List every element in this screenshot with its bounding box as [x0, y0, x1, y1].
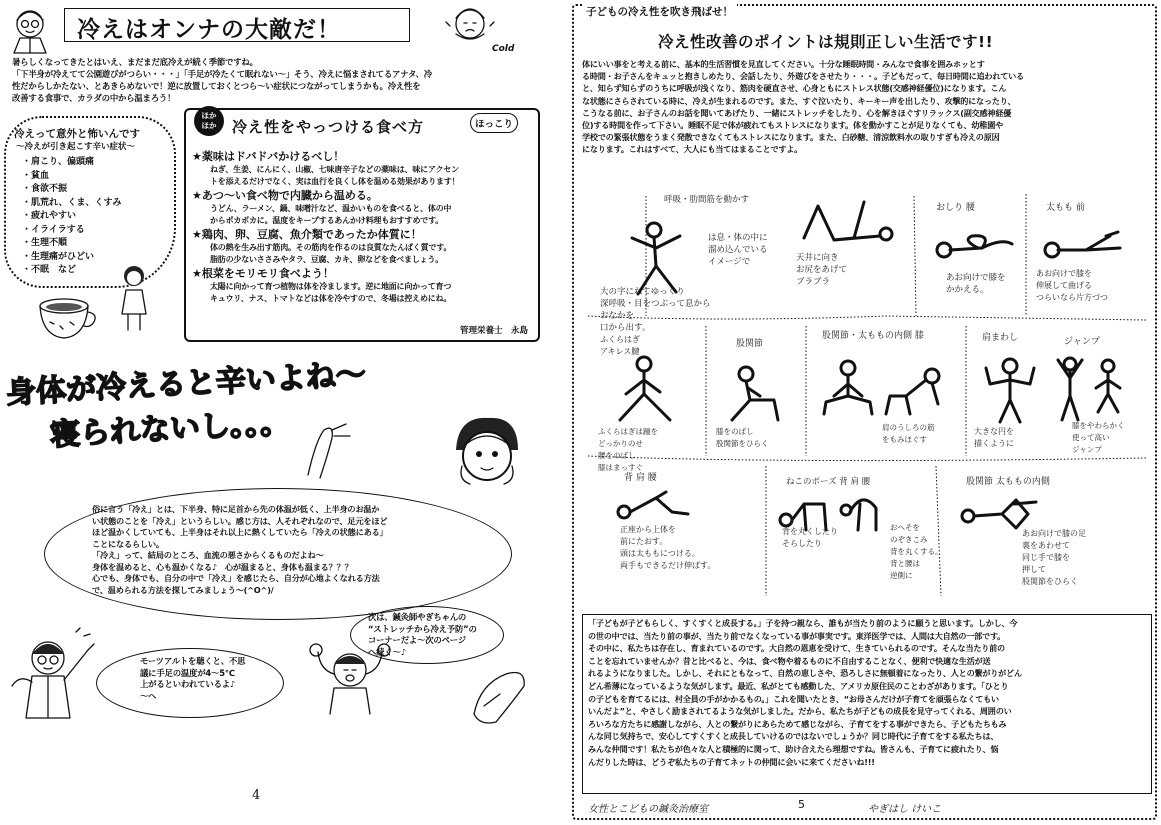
symptom-item: ・生理痛がひどい	[22, 251, 95, 262]
stretch-figure-d	[600, 354, 690, 424]
label-j2: 背を丸くしたり そらしたり	[782, 527, 838, 548]
label-h1: ジャンプ	[1064, 337, 1100, 347]
stretch-figure-b	[932, 226, 1018, 266]
label-g1: 肩まわし	[982, 333, 1019, 343]
food-section-head: ★あつ～い食べ物で内臓から温める。	[192, 189, 378, 202]
page-5	[568, 0, 1161, 825]
label-a1: 呼吸・肋間筋を動かす	[664, 195, 750, 205]
symptom-item: ・食欲不振	[22, 184, 68, 194]
foods-sections	[192, 150, 534, 306]
right-intro: 体にいい事をと考える前に、基本的生活習慣を見直してください。十分な睡眠時間・みんなで食事を囲みホッとす る時間・お子さんをキュッと抱きしめたり、会話したり、外遊びをさせたり・・・。子どもだって、毎日時間に追われている と、知らず知らずのうちに呼吸が浅くなり、筋肉を硬直させ、心身ともにストレス状態(交感神経優位)になります。こん な状態にさらされている時に、冷えが生まれるのです。また、すぐ泣いたり、キーキー声を出したり、攻撃的になったり、 こうなる前に、お子さんのお話を聞いてあげたり、一緒にストレッチをしたり、心を解きほぐすリラックス(副交感神経優 位)する時間を作って下さい。睡眠不足で体が疲れてもストレスになります。体を動かすことが足りなくても、幼稚園や 学校での緊張状態をうまく発散できなくてもストレスになります。また、白砂糖、清涼飲料水の取りすぎも冷えの原因 になります。これはすべて、大人にも当てはまることですよ。	[582, 59, 1024, 155]
label-f1: 股関節・太ももの内側 膝	[822, 331, 924, 341]
label-e1: 股関節	[736, 339, 764, 349]
label-k1: 股関節 太ももの内側	[966, 477, 1050, 487]
cup-icon	[36, 290, 100, 344]
symptoms-heading: 冷えって意外と怖いんです	[14, 128, 140, 140]
stretch-figure-k	[958, 492, 1048, 532]
cold-label: Cold	[492, 44, 515, 54]
symptom-item: ・生理不順	[22, 238, 68, 248]
symptoms-subheading: ～冷えが引き起こす辛い症状～	[16, 142, 136, 152]
label-c2: あお向けで膝を 伸展して曲げる つらいなら片方づつ	[1036, 269, 1108, 302]
footer-left: 女性とこどもの鍼灸治療室	[588, 804, 708, 815]
page-number-left: 4	[252, 788, 261, 803]
foods-title: 冷え性をやっつける食べ方	[232, 118, 425, 136]
label-h2: 膝をやわらかく 使って高い ジャンプ	[1072, 421, 1125, 454]
symptom-item: ・不眠 など	[22, 265, 77, 275]
food-section-body: 体の熱を生み出す筋肉。その筋肉を作るのは良質なたんぱく質です。 脂肪の少ないささみやタラ、豆腐、カキ、卵などを食べましょう。	[210, 243, 452, 264]
label-g2: 大きな円を 描くように	[974, 427, 1014, 448]
label-f2: 肩のうしろの筋 をもみほぐす	[882, 423, 935, 444]
page-4	[0, 0, 560, 825]
label-a4: 天井に向き お尻をあげて ブラブラ	[796, 253, 848, 287]
label-b2: あお向けで膝を かかえる。	[946, 273, 1006, 295]
page-number-right: 5	[798, 798, 805, 811]
page-title: 冷えはオンナの大敵だ！	[77, 17, 341, 43]
symptoms-list	[22, 156, 122, 278]
foods-author: 管理栄養士 永島	[459, 326, 528, 336]
intro-text: 暑らしくなってきたとはいえ、まだまだ底冷えが続く季節ですね。 「下半身が冷えてて公園遊びがつらい・・・」「手足が冷たくて眠れない～」そう、冷えに悩まされてるアナタ、冷 性だからしかたない、とあきらめないで！逆に放置しておくとつら～い症状につながってしまうかも。冷え性を 改善する食事で、カラダの中から温まろう！	[12, 57, 432, 103]
right-title: 冷え性改善のポイントは規則正しい生活です!!	[658, 33, 994, 51]
symptom-item: ・肩こり、偏頭痛	[22, 157, 95, 167]
girl-face-icon	[448, 414, 526, 494]
footer-right: やぎはし けいこ	[868, 804, 942, 815]
label-a3: は息・体の中に 溜め込んでいる イメージで	[708, 233, 768, 267]
food-section-head: ★鶏肉、卵、豆腐、魚介類であったか体質に！	[192, 228, 422, 241]
doctor-character-icon	[6, 6, 56, 54]
woman-stretching-icon	[300, 640, 400, 716]
label-e2: 膝をのばし 股関節をひらく	[716, 427, 769, 448]
stretch-figure-f	[814, 354, 964, 424]
label-d2: ふくらはぎは踵を どっかりのせ 腰をのばし 膝はまっすぐ	[598, 427, 658, 472]
mozart-bubble-text: モーツアルトを聴くと、不思 議に手足の温度が4～5℃ 上がるといわれているよ♪ ～へ	[140, 656, 246, 701]
girl-figure-icon	[112, 262, 156, 334]
food-section-head: ★根菜をモリモリ食べよう！	[192, 267, 334, 280]
big-title-1: 身体が冷えると辛いよね～	[5, 357, 367, 411]
shoe-icon	[466, 664, 532, 726]
label-d1: ふくらはぎ アキレス腱	[600, 335, 640, 356]
label-b1: おしり 腰	[936, 203, 975, 213]
symptom-item: ・貧血	[22, 170, 50, 181]
conductor-character-icon	[6, 624, 96, 728]
stretch-figure-e	[726, 364, 786, 424]
food-section-body: うどん、ラーメン、鍋、味噌汁など、温かいものを食べると、体の中 からポカポカに。温度をキープするあんかけ料理もおすすめです。	[210, 204, 452, 225]
label-c1: 太もも 前	[1046, 203, 1085, 213]
food-section-body: 太陽に向かって育つ植物は体を冷まします。逆に地面に向かって育つ キュウリ、ナス、トマトなどは体を冷やすので、冬場は控えめにね。	[210, 282, 452, 303]
label-a2: 大の字にねてゆっくり 深呼吸・目をつぶって息から おなかを 口から出す。	[600, 287, 711, 333]
explain-text: 俗に言う「冷え」とは、下半身、特に足首から先の体温が低く、上半身のお温か い状態のことを「冷え」というらしい。感じ方は、人それぞれなので、足元をほど ほど温かくしていても、上半身はそれ以上に熱くしていたら「冷えの状態にある」 ことになるらしい。 「冷え」って、結局のところ、血流の悪さからくるものだよね～ 身体を温めると、心も温かくなる♪ 心が温まると、身体も温まる？？？ 心でも、身体でも、自分の中で「冷え」を感じたら、自分が心地よくなれる方法 で、温められる方法を探してみましょう～(^O^)/	[92, 504, 388, 595]
label-j1: ねこのポーズ 背 肩 腰	[786, 477, 871, 487]
title-box	[64, 8, 410, 42]
foods-box	[184, 108, 540, 342]
stretch-figure-a2	[794, 194, 904, 250]
stretch-figure-i	[616, 488, 696, 522]
symptom-item: ・肌荒れ、くま、くすみ	[22, 197, 122, 208]
hokkori-tag: ほっこり	[470, 113, 518, 133]
stretch-figure-c	[1040, 226, 1126, 266]
symptom-item: ・イライラする	[22, 224, 85, 235]
big-title-2: 寝られないし。。。	[49, 405, 291, 453]
food-section-head: ★薬味はドバドバかけるべし！	[192, 150, 345, 163]
closing-text: 「子どもが子どもらしく、すくすくと成長する。」子を持つ親なら、誰もが当たり前のように願うと思います。しかし、今 の世の中では、当たり前の事が、当たり前でなくなっている事が事実です。東洋医学では、人間は大自然の一部です。 その中に、私たちは存在し、育まれているのです。大自然の恩恵を受けて、生きていられるのです。そんな当たり前の ことを忘れていませんか？昔と比べると、今は、食べ物や着るものに不自由することなく、便利で快適な生活が送 れるようになりました。しかし、それにともなって、自然の恵しさや、恐ろしさに無頓着になったり、人との繋がりがどん どん希薄になっているような気がします。最近、私がとても感動した、アメリカ原住民のことわざがあります。「ひとり の子どもを育てるには、村全員の手がかかるもの。」これを聞いたとき、“お母さんだけが子育てを頑張らなくてもい いんだよ”と、やさしく励まされてるような気がしました。だから、私たちが子どもの成長を見守ってくれる、周囲のい ろいろな方たちに感謝しながら、人との繋がりにあらためて感じながら、子育てをする事ができたら、子どもたちもみ んな同じ気持ちで、安心してすくすくと成長していけるのではないでしょうか？同じ時代に子育てをする私たちは、 みんな仲間です！私たちが色々な人と積極的に関って、助け合えたら理想ですね。皆さんも、子育てに疲れたり、悩 んだりした時は、どうぞ私たちの子育てネットの仲間に会いに来てくださいね!!!	[588, 618, 1022, 767]
header-label: 子どもの冷え性を吹き飛ばせ！	[582, 4, 737, 19]
label-i1: 背 肩 腰	[624, 473, 657, 483]
hokahoka-badge: ほか ほか	[194, 106, 224, 136]
next-bubble-text: 次は、鍼灸師やぎちゃんの “ストレッチから冷え予防”の コーナーだよ～次のページ へ続く～♪	[368, 612, 477, 657]
rabbit-ear-icon	[298, 420, 358, 480]
stretch-diagram	[586, 186, 1146, 606]
gutter	[560, 0, 568, 825]
label-k2: あお向けで膝の足 裏をあわせて 同じ手で膝を 押して 股関節をひらく	[1022, 529, 1086, 586]
food-section-body: ねぎ、生姜、にんにく、山椒、七味唐辛子などの薬味は、味にアクセン トを添えるだけでなく、実は血行を良くし体を温める効果があります！	[210, 165, 460, 186]
stretch-figure-g	[976, 354, 1046, 424]
label-j3: おへそを のぞきこみ 背を丸くする。 背と腰は 逆側に	[890, 523, 943, 580]
symptom-item: ・疲れやすい	[22, 211, 77, 221]
stretch-figure-h	[1046, 354, 1136, 424]
label-i2: 正座から上体を 前にたおす。 頭は太ももにつける。 両手もできるだけ伸ばす。	[620, 525, 716, 570]
